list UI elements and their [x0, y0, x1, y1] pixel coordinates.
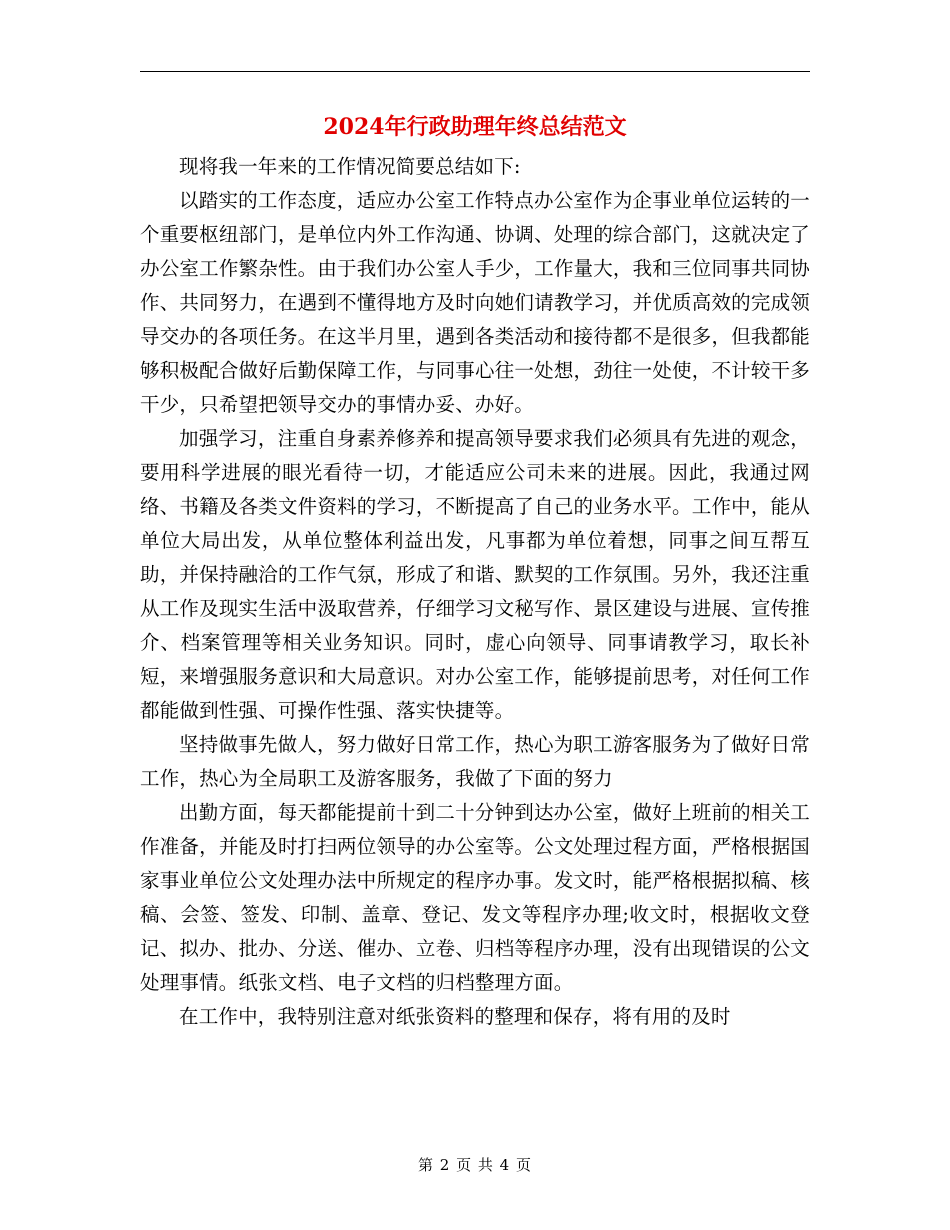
- paragraph: 出勤方面，每天都能提前十到二十分钟到达办公室，做好上班前的相关工作准备，并能及时打扫两位领导的办公室等。公文处理过程方面，严格根据国家事业单位公文处理办法中所规定的程序办事。发文时，能严格根据拟稿、核稿、会签、签发、印制、盖章、登记、发文等程序办理;收文时，根据收文登记、拟办、批办、分送、催办、立卷、归档等程序办理，没有出现错误的公文处理事情。纸张文档、电子文档的归档整理方面。: [140, 801, 810, 994]
- paragraph: 现将我一年来的工作情况简要总结如下:: [179, 155, 521, 178]
- header-rule: [140, 71, 810, 72]
- paragraph: 以踏实的工作态度，适应办公室工作特点办公室作为企事业单位运转的一个重要枢纽部门，是单位内外工作沟通、协调、处理的综合部门，这就决定了办公室工作繁杂性。由于我们办公室人手少，工作量大，我和三位同事共同协作、共同努力，在遇到不懂得地方及时向她们请教学习，并优质高效的完成领导交办的各项任务。在这半月里，遇到各类活动和接待都不是很多，但我都能够积极配合做好后勤保障工作，与同事心往一处想，劲往一处使，不计较干多干少，只希望把领导交办的事情办妥、办好。: [140, 189, 810, 416]
- paragraph: 在工作中，我特别注意对纸张资料的整理和保存，将有用的及时: [179, 1005, 731, 1028]
- paragraph: 坚持做事先做人，努力做好日常工作，热心为职工游客服务为了做好日常工作，热心为全局职工及游客服务，我做了下面的努力: [140, 733, 810, 790]
- paragraph: 加强学习，注重自身素养修养和提高领导要求我们必须具有先进的观念，要用科学进展的眼光看待一切，才能适应公司未来的进展。因此，我通过网络、书籍及各类文件资料的学习，不断提高了自己的业务水平。工作中，能从单位大局出发，从单位整体利益出发，凡事都为单位着想，同事之间互帮互助，并保持融洽的工作气氛，形成了和谐、默契的工作氛围。另外，我还注重从工作及现实生活中汲取营养，仔细学习文秘写作、景区建设与进展、宣传推介、档案管理等相关业务知识。同时，虚心向领导、同事请教学习，取长补短，来增强服务意识和大局意识。对办公室工作，能够提前思考，对任何工作都能做到性强、可操作性强、落实快捷等。: [140, 427, 810, 722]
- page-number-footer: 第 2 页 共 4 页: [418, 1156, 532, 1174]
- document-title: 2024年行政助理年终总结范文: [323, 114, 627, 140]
- document-body: [140, 150, 810, 1034]
